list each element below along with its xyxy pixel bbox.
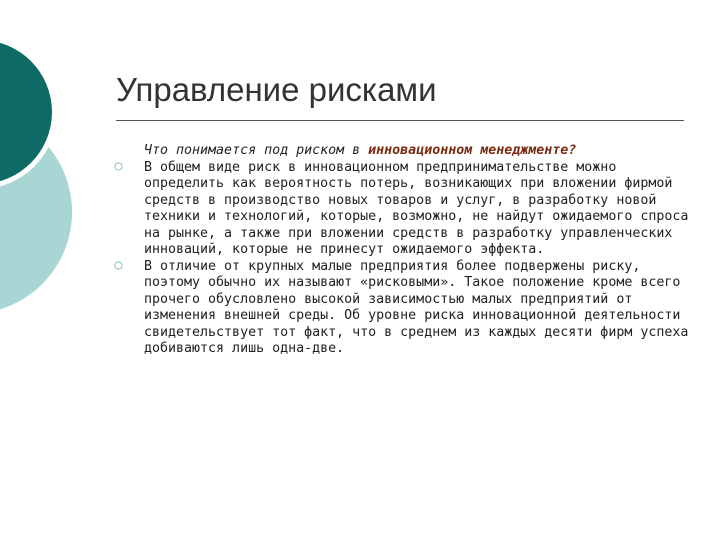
slide-title: Управление рисками xyxy=(116,71,437,108)
intro-accent: инновационном менеджменте xyxy=(368,143,569,158)
paragraph-text: В общем виде риск в инновационном предпринимательстве можно определить как вероятность потерь, возникающих при вложении фирмой средств в производство новых товаров и услуг, в разработку новой техники и технологий, которые, возможно, не найдут ожидаемого спроса на рынке, а также при вложении средств в разработку управленческих инноваций, которые не принесут ожидаемого эффекта. xyxy=(144,159,689,257)
bullet-paragraph-1 xyxy=(144,160,694,259)
intro-question-mark: ? xyxy=(568,143,577,158)
bullet-paragraph-2 xyxy=(144,259,694,358)
circle-bullet-icon xyxy=(114,162,123,171)
intro-text: Что понимается под риском в xyxy=(144,143,369,158)
paragraph-text: В отличие от крупных малые предприятия более подвержены риску, поэтому обычно их называют «рисковыми». Такое положение кроме всего прочего обусловлено высокой зависимостью малых предприятий от изменения внешней среды. Об уровне риска инновационной деятельности свидетельствует тот факт, что в среднем из каждых десяти фирм успеха добиваются лишь одна-две. xyxy=(144,258,689,356)
title-divider xyxy=(116,120,684,121)
intro-question xyxy=(144,143,694,160)
slide-content xyxy=(144,143,694,358)
circle-bullet-icon xyxy=(114,261,123,270)
